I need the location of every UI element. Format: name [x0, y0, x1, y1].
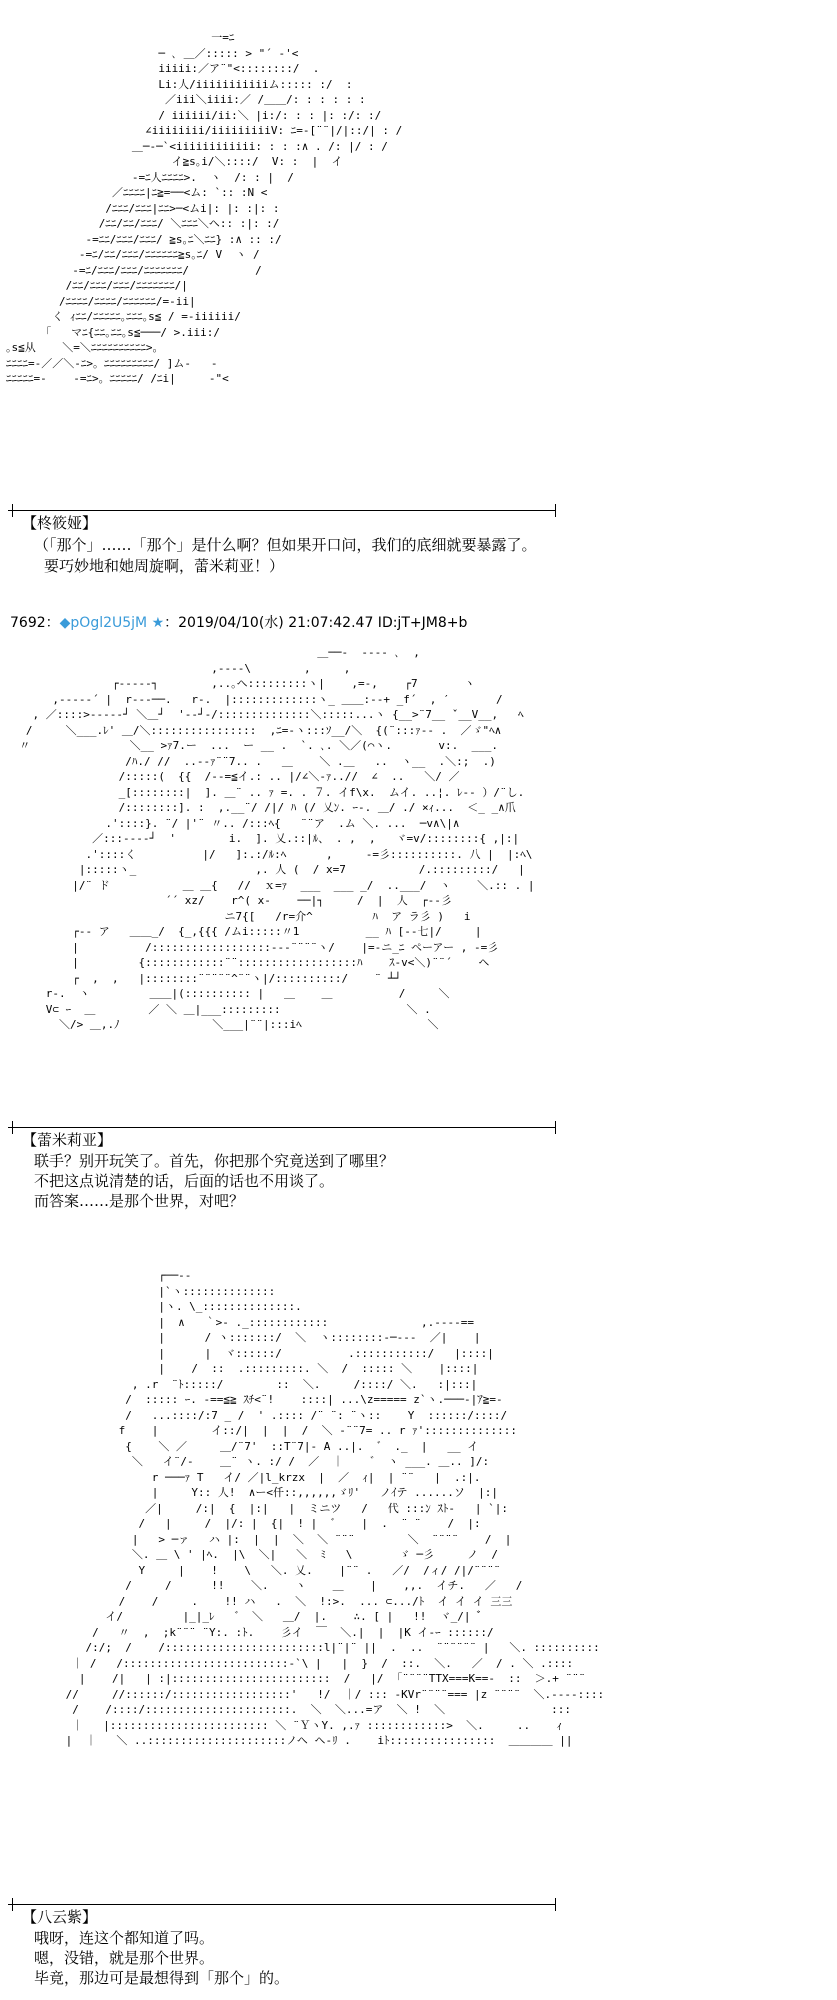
ascii-art-yukari: ┌──‐- |`ヽ:::::::::::::: |ヽ. \_::::::::::::::. | ∧ ｀>‐ ._:::::::::::: ,.‐-‐-== | / ヽ:::::::/ ＼ ヽ::::::::‐─-‐- ／| | | | ヾ::::::/ .:::::::::::/ |::::| | / :: .:::::::::. ＼ / ::::: ＼ |::::| , .r ¨ﾄ:::::/ :: ＼. /::::/ ＼. :|:::| / ::::: ｰ. -==≦≧ ｽﾁ<¨! ::::| ...\z===== z`ヽ.───-|ｱ≧=‐ / ...::::/:7 _ / ' .:::: /¨ ¨: ¨ヽ:: Y ::::::/::::/ f | イ::/| | | / ＼ ‐¨¨7= .. r ｧ':::::::::::::: { ＼ ／ ＿/¨7' ::T¨7|- A ..|. ゛ ._ | __ イ ＼ イ¨/‐ ＿¨ ヽ. :/ / ／ ｜ ゛ ヽ ___. ＿.. ]/: r ───ｧ T イ/ ／|l_krzx | ／ ｨ| | ¨¨ | .:|. | Y:: 人! ∧ー<仟::,,,,,,ゞﾘ' ノｲテ ......ソ |:| ／| /:| { |:| | ミニツ / 代 :::ﾝ ｽﾄ- | `|: / | / |/: | {| ! | ゛ | . ¨ ¨ / |: | > ─ァ ハ |: | | ＼ ＼ ¨¨¨ ＼ ¨¨¨¨ / | ＼. ＿ \ ' |ﾍ. |\ ＼| ＼ ﾐ \ ゞ ─彡 ノ / Y | ! \ ＼. 乂. |¨¨ . ／/ /ィ/ /|/¨¨¨¨ / / !! ＼. ヽ ＿ | ,,. イチ. ／ / / / . !! ハ . ＼ !:>. ... ⊂.../ﾄ イ イ イ 三三 イ/ |_|_ﾚ ゛ ＼ ＿/ |. ∴. [ | !! ヾ_/| ゙゙ / 〃 , ;k¨¨¨ ¨Y:. :ﾄ. 彡イ ￣ ＼.| | |K イ-ｰ ::::::/ /:/; / /::::::::::::::::::::::::l|¨|¨ || . .. ¨¨¨¨¨¨ | ＼. :::::::::: ｜ / /:::::::::::::::::::::::::-`\ | | } / ::. ＼. ／ / . ＼ .:::: | /| | :|:::::::::::::::::::::::: / |/ ｢¨¨¨¨TTX===K==‐ :: ＞.+ ¨¨¨ // //::::::/::::::::::::::::::' !/ ｜/ ::: ‐KVr¨¨¨¨=== |z ¨¨¨¨ ＼.‐‐‐‐:::: / /::::/::::::::::::::::::::::. ＼ ＼...=ア ＼ ! ＼ ::: ｜ |:::::::::::::::::::::::: ＼ ¨ＹヽY. ,.ｧ ::::::::::::> ＼. .. ｨ | ｜ ＼ ..:::::::::::::::::::::ノヘ ヘ-ﾘ . iﾄ:::::::::::::::: ＿＿＿＿ ||: [65, 1269, 605, 1747]
speaker-name: 【柊筱娅】: [22, 514, 98, 532]
dialogue-line: 哦呀，连这个都知道了吗。: [34, 1929, 215, 1947]
dialogue-line: 毕竟，那边可是最想得到「那个」的。: [34, 1969, 290, 1987]
star-icon: ★: [151, 615, 165, 631]
speaker-name: 【八云紫】: [22, 1908, 98, 1926]
ascii-art-shinoa: 一=ﾆ ─ ､ ＿／::::: > "´ ‐'< iiiii:／ア¨"<::::::::/ . Li:人/iiiiiiiiiiiム::::: :/ : ／iii＼iiii:／ /＿＿/: : : : : : / iiiiii/ii:＼ |i:/: : : |: :/: :/ ∠iiiiiiii/iiiiiiiiiV: ﾆ=-[¨¨|/|::/| : / ＿─‐─`<iiiiiiiiiiii: : : :∧ . /: |/ : / イ≧s｡i/＼::::/ V: : | イ -=ﾆ人ﾆﾆﾆﾆ>. ヽ /: : | / ／ﾆﾆﾆﾆ|ﾆ≧=──<ム: `:: :N < /ﾆﾆﾆ/ﾆﾆﾆ|ﾆﾆ>─<ムi|: |: :|: : /ﾆﾆ/ﾆﾆ/ﾆﾆﾆ/ ＼ﾆﾆﾆ＼ヘ:: :|: :/ -=ﾆﾆ/ﾆﾆﾆ/ﾆﾆﾆ/ ≧s｡ﾆ＼ﾆﾆ} :∧ :: :/ -=ﾆ/ﾆﾆ/ﾆﾆﾆ/ﾆﾆﾆﾆﾆﾆ≧s｡ﾆ/ V ヽ / -=ﾆ/ﾆﾆﾆ/ﾆﾆﾆ/ﾆﾆﾆﾆﾆﾆﾆ/ / /ﾆﾆ/ﾆﾆﾆ/ﾆﾆﾆ/ﾆﾆﾆﾆﾆﾆﾆ/| /ﾆﾆﾆﾆ/ﾆﾆﾆﾆ/ﾆﾆﾆﾆﾆﾆ/=-ii| く ｨﾆﾆ/ﾆﾆﾆﾆﾆ｡ﾆﾆﾆ｡s≦ / =-iiiiii/ ｢ マﾆ{ﾆﾆ｡ﾆﾆ｡s≦───/ >.iii:/ ｡s≦从 ＼=＼ﾆﾆﾆﾆﾆﾆﾆﾆﾆﾆ>。 ﾆﾆﾆﾆ=-／／＼-ﾆ>。ﾆﾆﾆﾆﾆﾆﾆﾆﾆ/ ]ム- - ﾆﾆﾆﾆﾆ=- -=ﾆ>。ﾆﾆﾆﾆﾆ/ /ﾆi| ‐"<: [6, 31, 403, 385]
post-separator: ：: [45, 615, 60, 631]
poster-trip: ◆pOgl2U5jM: [59, 615, 148, 631]
dialogue-line: 嗯，没错，就是那个世界。: [34, 1949, 215, 1967]
ascii-art-remilia: ＿──‐ ‐‐‐- ､ , ,-‐-‐\ , , ┌‐‐‐‐‐┐ ,..｡ヘ:::::::::ヽ| ,=‐, ┌7 ヽ ,‐‐‐‐‐´ | r-‐-──. r‐. |:::::::::::::ヽ_ ＿＿:‐-+ _f´ , ′ / , ／::::>-‐‐‐‐┘ ＼＿┘ '-‐┘‐/::::::::::::::＼:::::...ヽ {__>¨7__ ˇ__V__, ﾍ / ＼___.ﾚ' ＿/＼:::::::::::::::: ,ﾆ=-ヽ:::ｿ__/＼ {(¨:::ｧ-‐ . ／ゞ"ﾍ∧ 〃 ＼__ >ｧ7.ー ... ー __ . `. ､. ＼／(⌒ヽ. v:. ___. /ﾊ./ // ..-‐ｧ¨¨7.. . ＿ ＼ .＿ .. ヽ__ .＼:; .) /:::::( {{ /‐-=≦イ.: .. |/∠＼-ｧ..// ∠ .. ＼/ ／ _[::::::::| ]. ＿¨ .. ｧ =. . ７. イf\x. ムイ. ..¦. ﾚ‐‐ ）/¨し. /::::::::]. : ,.__¨/ /|/ ﾊ (/ 乂ﾝ. ｰ-. ＿/ ./ ×ｨ... ＜_ _∧爪 .'::::}. ¨/ |'¨ 〃.. /:::ﾍ{ ¨¨ア .ム ＼. ... ─v∧\|∧ ／:::--‐‐┘ ' i. ]. 乂.::|ﾙ、 . , , ヾ=v/::::::::{ ,|:| .'::::く |/ ]:.:/ﾙ:ﾍ , -=彡::::::::::. 八 | |:ﾍ\ |:::::ヽ_ ,. 人 ( / x=7 /.:::::::::/ | |/¨ ド ＿ ＿{ // ｘ=ｧ ___ ___ _/ ..___/ ヽ ＼.:: . | ´´ xz/ r^( x‐ ──|┐ / | 人 ┌‐-彡 ニ7{[ /r=介^ ﾊ ア ラ彡 ) i ┌‐‐ ア ＿＿_/ {_,{{{ /ムi:::::〃1 __ ﾊ [‐-七|/ | | /::::::::::::::::::---¨¨¨¨ヽ/ |=‐ニ_ﾆ ペーアー , ‐=彡 | {::::::::::::¨¨::::::::::::::::::ﾊ ｽ‐v<＼)¨¨´ ヘ ┌ , , |::::::::¨¨¨¨¨^¨¨ヽ|/::::::::::/ ¨ ┴┘ r-. ヽ ＿＿|(:::::::::: | ＿ ＿ / ＼ V⊂ ｰ ＿ ／ ＼ ＿|___::::::::: ＼ . ＼/> ＿,.ﾉ ＼___|¨¨|:::iﾍ ＼: [19, 646, 535, 1031]
separator-line: [8, 1904, 556, 1905]
speaker-name: 【蕾米莉亚】: [22, 1131, 113, 1149]
dialogue-line: （「那个」……「那个」是什么啊？但如果开口问，我们的底细就要暴露了。: [34, 536, 537, 554]
post-number: 7692: [10, 615, 46, 631]
post-id: ID:jT+JM8+b: [373, 615, 468, 631]
post-header: [10, 614, 467, 632]
dialogue-line: 要巧妙地和她周旋啊，蕾米莉亚！）: [44, 557, 285, 575]
dialogue-line: 联手？别开玩笑了。首先，你把那个究竟送到了哪里？: [34, 1152, 395, 1170]
dialogue-line: 而答案……是那个世界，对吧？: [34, 1192, 245, 1210]
post-datetime: ：2019/04/10(水) 21:07:42.47: [164, 615, 374, 631]
separator-line: [8, 1127, 556, 1128]
dialogue-line: 不把这点说清楚的话，后面的话也不用谈了。: [34, 1172, 335, 1190]
separator-line: [8, 510, 556, 511]
